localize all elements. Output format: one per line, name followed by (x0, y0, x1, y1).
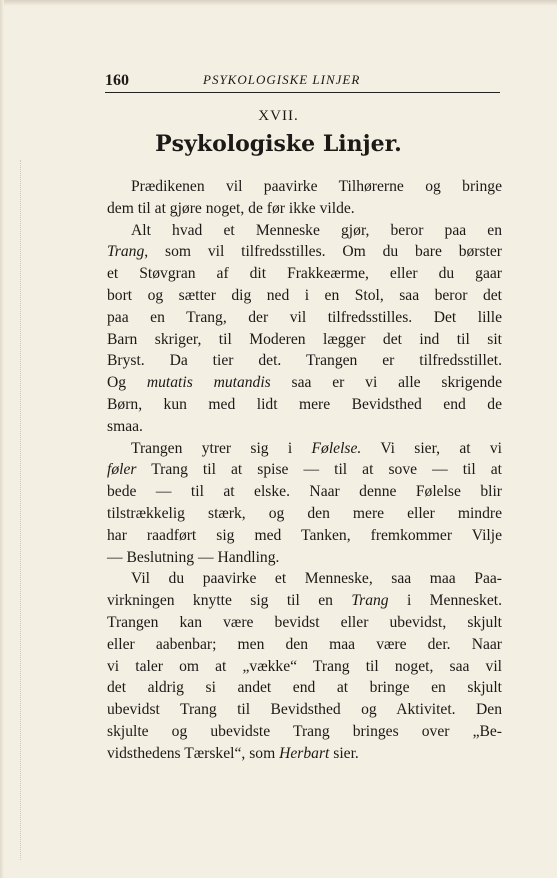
text-run: Trangen kan være bevidst eller ubevidst, skjult (107, 613, 502, 631)
italic-text: Herbart (279, 744, 330, 762)
text-line (107, 372, 502, 394)
text-line (107, 503, 502, 525)
text-run: Alt hvad et Menneske gjør, beror paa en (131, 221, 502, 239)
text-run: sier. (329, 744, 359, 762)
text-line (107, 394, 502, 416)
text-line (107, 699, 502, 721)
text-line (107, 547, 502, 569)
italic-text: føler (107, 461, 137, 479)
chapter-title: Psykologiske Linjer. (155, 131, 402, 157)
page-top-edge (0, 0, 557, 6)
text-line (107, 568, 502, 590)
italic-text: Trang (351, 592, 389, 610)
text-run: bort og sætter dig ned i en Stol, saa beror det (107, 286, 502, 304)
text-line (107, 241, 502, 263)
text-line (107, 656, 502, 678)
running-header (105, 70, 500, 93)
text-run: eller aabenbar; men den maa være der. Naar (107, 635, 502, 653)
text-run: vi taler om at „vække“ Trang til noget, saa vil (107, 657, 502, 675)
text-run: Børn, kun med lidt mere Bevidsthed end de (107, 395, 502, 413)
text-line (107, 525, 502, 547)
text-run: Barn skriger, til Moderen lægger det ind til sit (107, 330, 502, 348)
text-run: paa en Trang, der vil tilfredsstilles. Det lille (107, 308, 502, 326)
text-line (107, 612, 502, 634)
text-run: et Støvgran af dit Frakkeærme, eller du gaar (107, 265, 502, 283)
text-line (107, 350, 502, 372)
text-run: i Mennesket. (388, 592, 502, 610)
text-line (107, 721, 502, 743)
text-run: virkningen knytte sig til en (107, 592, 352, 610)
text-run: bede — til at elske. Naar denne Følelse blir (107, 483, 502, 501)
text-run: det aldrig si andet end at bringe en skjult (107, 679, 502, 697)
running-title: PSYKOLOGISKE LINJER (203, 72, 361, 87)
italic-text: mutatis mutandis (146, 374, 271, 392)
text-run: saa er vi alle skrigende (270, 374, 502, 392)
text-line (107, 438, 502, 460)
text-run: dem til at gjøre noget, de før ikke vilde. (107, 199, 355, 217)
text-run: Bryst. Da tier det. Trangen er tilfredsstillet. (107, 352, 502, 370)
text-line (107, 329, 502, 351)
text-line (107, 263, 502, 285)
text-run: vidsthedens Tærskel“, som (107, 744, 280, 762)
text-line (107, 198, 502, 220)
text-run: har raadført sig med Tanken, fremkommer Vilje (107, 526, 502, 544)
text-run: skjulte og ubevidste Trang bringes over „Be- (107, 722, 502, 740)
text-line (107, 590, 502, 612)
text-run: Og (107, 374, 147, 392)
text-run: ubevidst Trang til Bevidsthed og Aktivitet. Den (107, 701, 502, 719)
italic-text: Trang (107, 243, 145, 261)
page-fold-shadow (20, 160, 21, 860)
text-line (107, 176, 502, 198)
text-line (107, 634, 502, 656)
body-text (107, 176, 502, 765)
text-run: — Beslutning — Handling. (107, 548, 280, 566)
text-line (107, 285, 502, 307)
text-line (107, 481, 502, 503)
text-run: Vi sier, at vi (361, 439, 502, 457)
text-line (107, 220, 502, 242)
text-run: Trang til at spise — til at sove — til at (136, 461, 502, 479)
text-run: , som vil tilfredsstilles. Om du bare børster (144, 243, 502, 261)
page-number: 160 (105, 72, 129, 89)
text-line (107, 743, 502, 765)
text-run: smaa. (107, 417, 143, 435)
text-run: Trangen ytrer sig i (131, 439, 312, 457)
text-line (107, 677, 502, 699)
text-line (107, 459, 502, 481)
italic-text: Følelse. (311, 439, 362, 457)
text-line (107, 416, 502, 438)
chapter-number: XVII. (258, 108, 299, 124)
text-run: Prædikenen vil paavirke Tilhørerne og bringe (131, 178, 502, 195)
text-run: Vil du paavirke et Menneske, saa maa Paa- (131, 570, 502, 588)
text-line (107, 307, 502, 329)
text-run: tilstrækkelig stærk, og den mere eller mindre (107, 504, 502, 522)
